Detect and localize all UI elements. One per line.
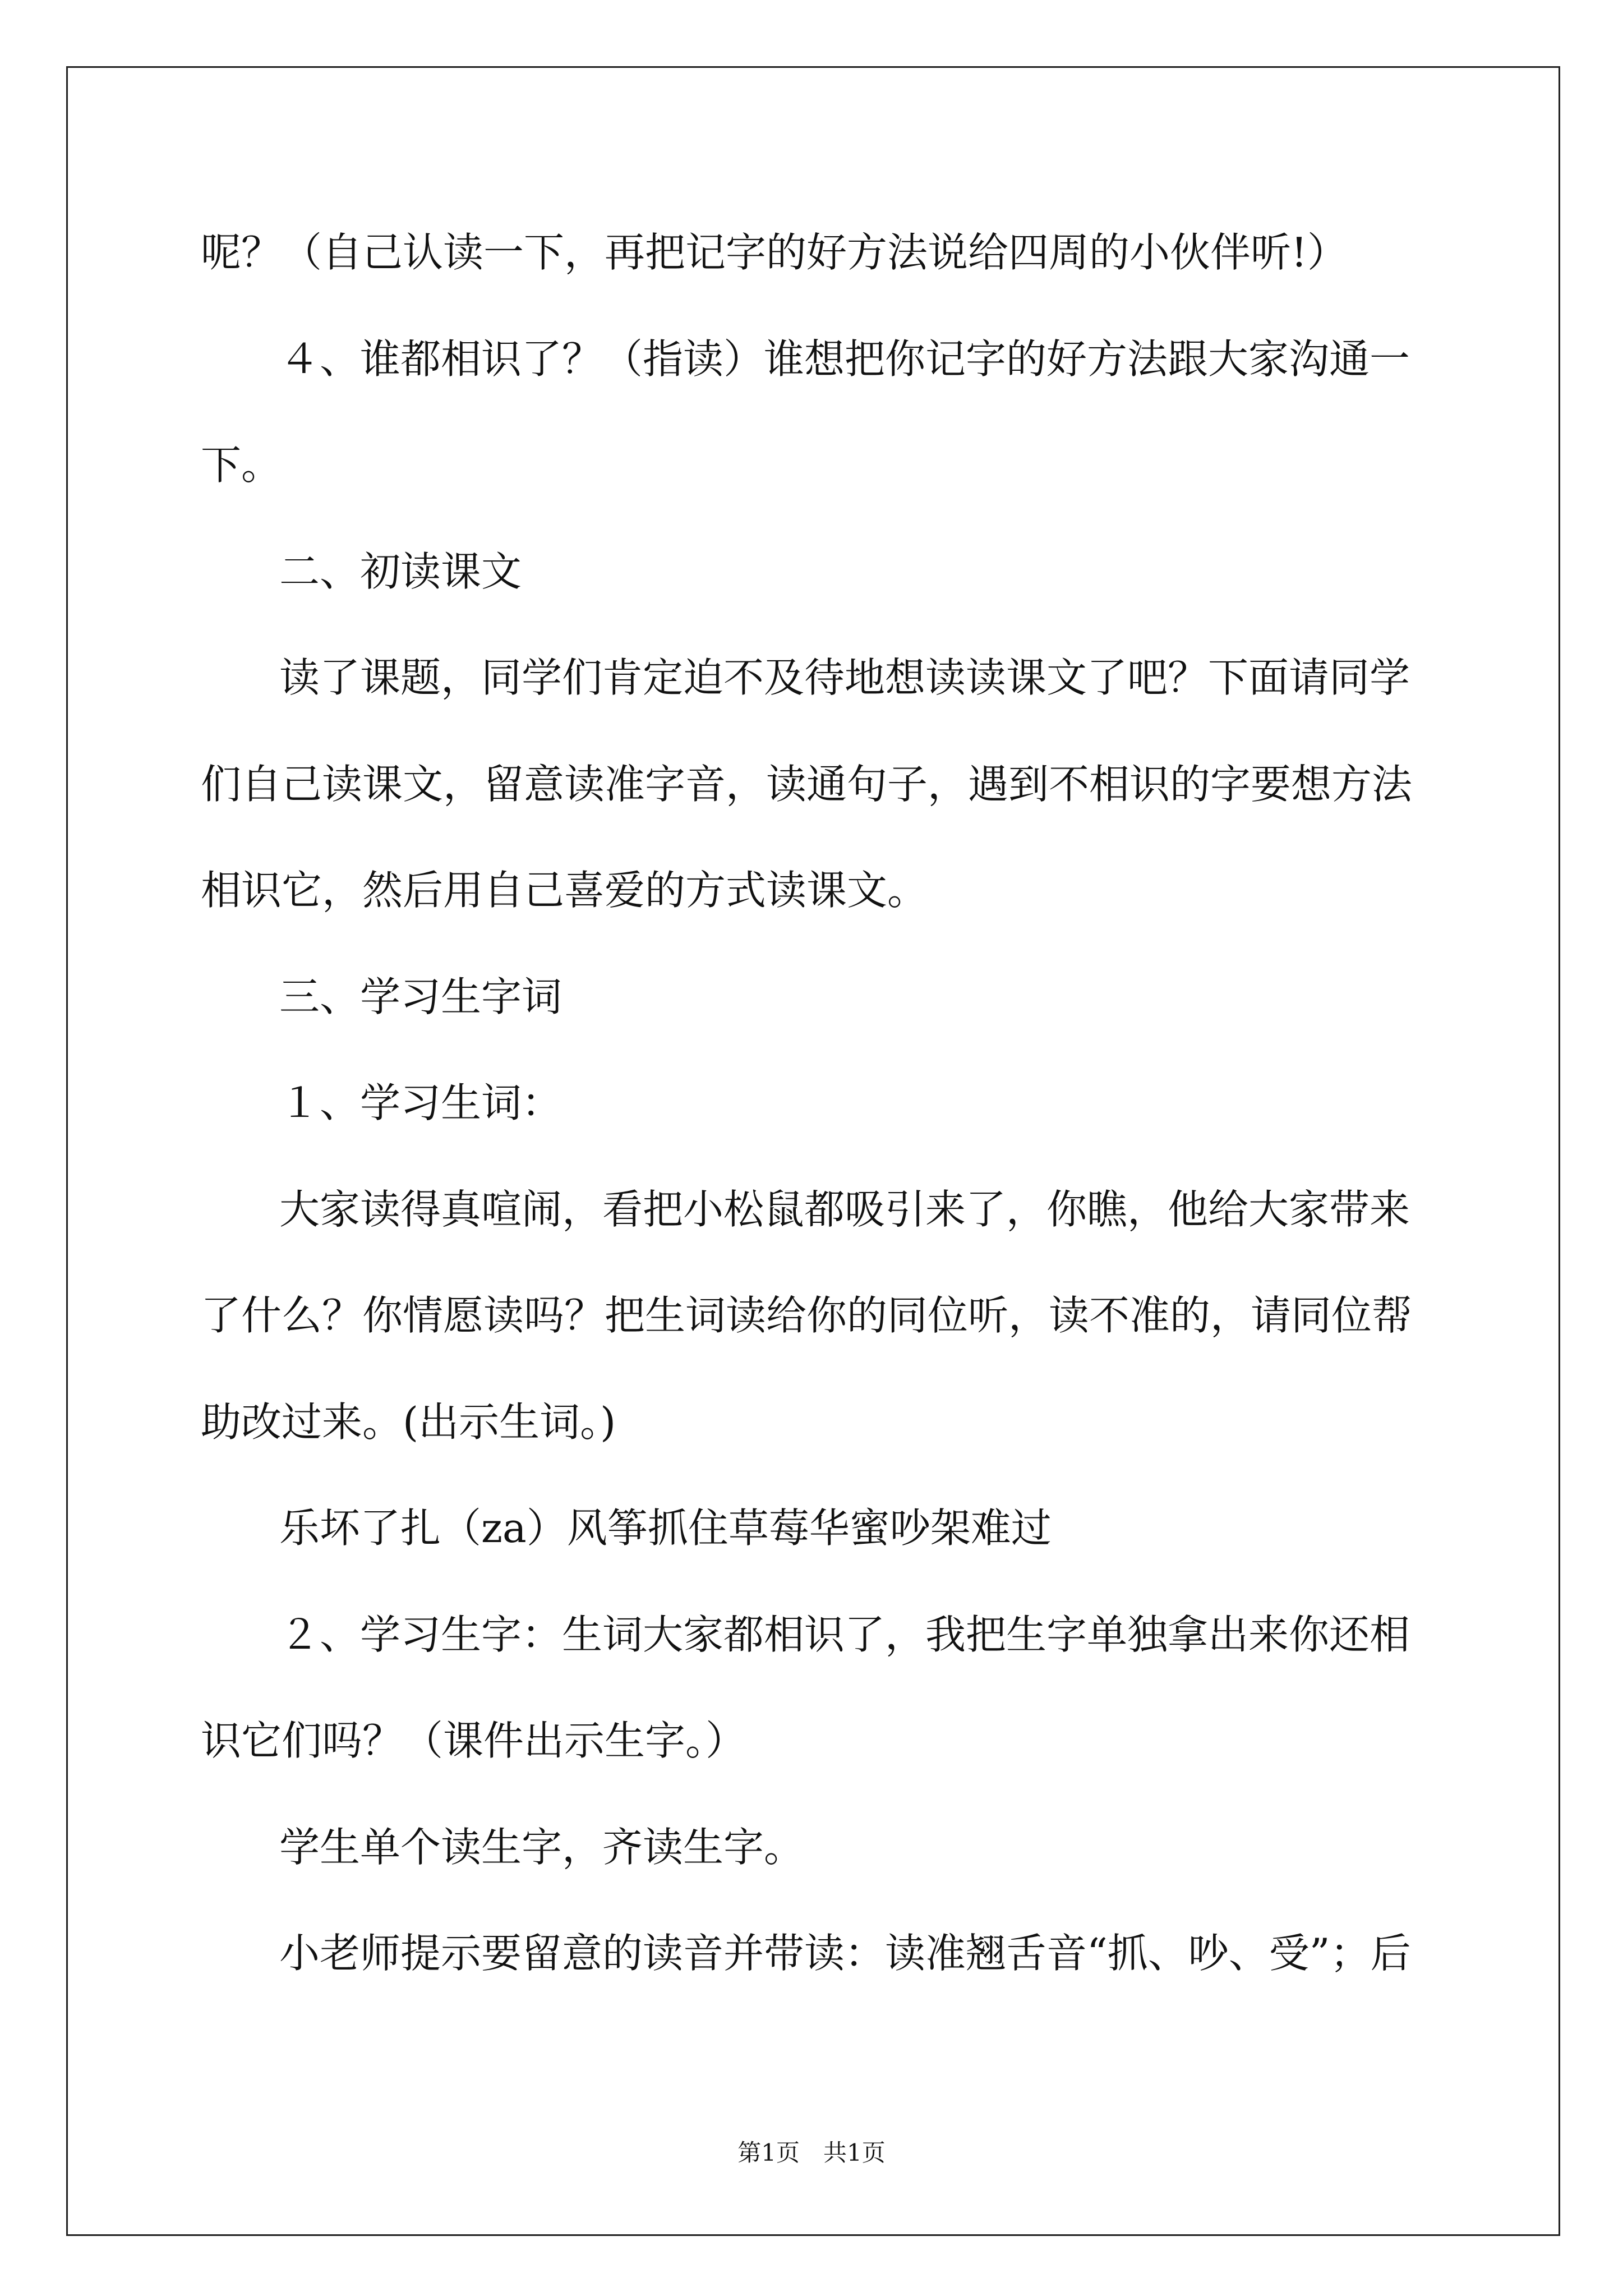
section-heading: 三、学习生字词	[279, 973, 562, 1020]
body-line: 小老师提示要留意的读音并带读：读准翘舌音“抓、吵、受”；后	[279, 1930, 1411, 1977]
vocabulary-list: 乐坏了扎（za）风筝抓住草莓华蜜吵架难过	[279, 1504, 1052, 1552]
page-number-footer: 第1页 共1页	[737, 2139, 886, 2166]
body-line: 相识它，然后用自己喜爱的方式读课文。	[201, 867, 928, 914]
body-line: 助改过来。(出示生词。)	[201, 1398, 616, 1446]
body-line: ２、学习生字：生词大家都相识了，我把生字单独拿出来你还相	[279, 1611, 1410, 1658]
body-line: 读了课题，同学们肯定迫不及待地想读读课文了吧？下面请同学	[279, 654, 1410, 701]
body-line: 呢？（自己认读一下，再把记字的好方法说给四周的小伙伴听!）	[201, 229, 1348, 276]
body-line: 们自己读课文，留意读准字音，读通句子，遇到不相识的字要想方法	[201, 760, 1413, 808]
body-line: 学生单个读生字，齐读生字。	[279, 1823, 805, 1871]
body-line: 大家读得真喧闹，看把小松鼠都吸引来了，你瞧，他给大家带来	[279, 1185, 1410, 1233]
body-line: 了什么？你情愿读吗？把生词读给你的同位听，读不准的，请同位帮	[201, 1292, 1413, 1339]
document-body	[201, 200, 1446, 2007]
body-line: 下。	[201, 441, 282, 489]
section-heading: 二、初读课文	[279, 547, 522, 595]
body-line: 识它们吗？（课件出示生字。）	[201, 1717, 746, 1764]
subsection-heading: １、学习生词：	[279, 1079, 562, 1126]
body-line: ４、谁都相识了？（指读）谁想把你记字的好方法跟大家沟通一	[279, 335, 1410, 383]
